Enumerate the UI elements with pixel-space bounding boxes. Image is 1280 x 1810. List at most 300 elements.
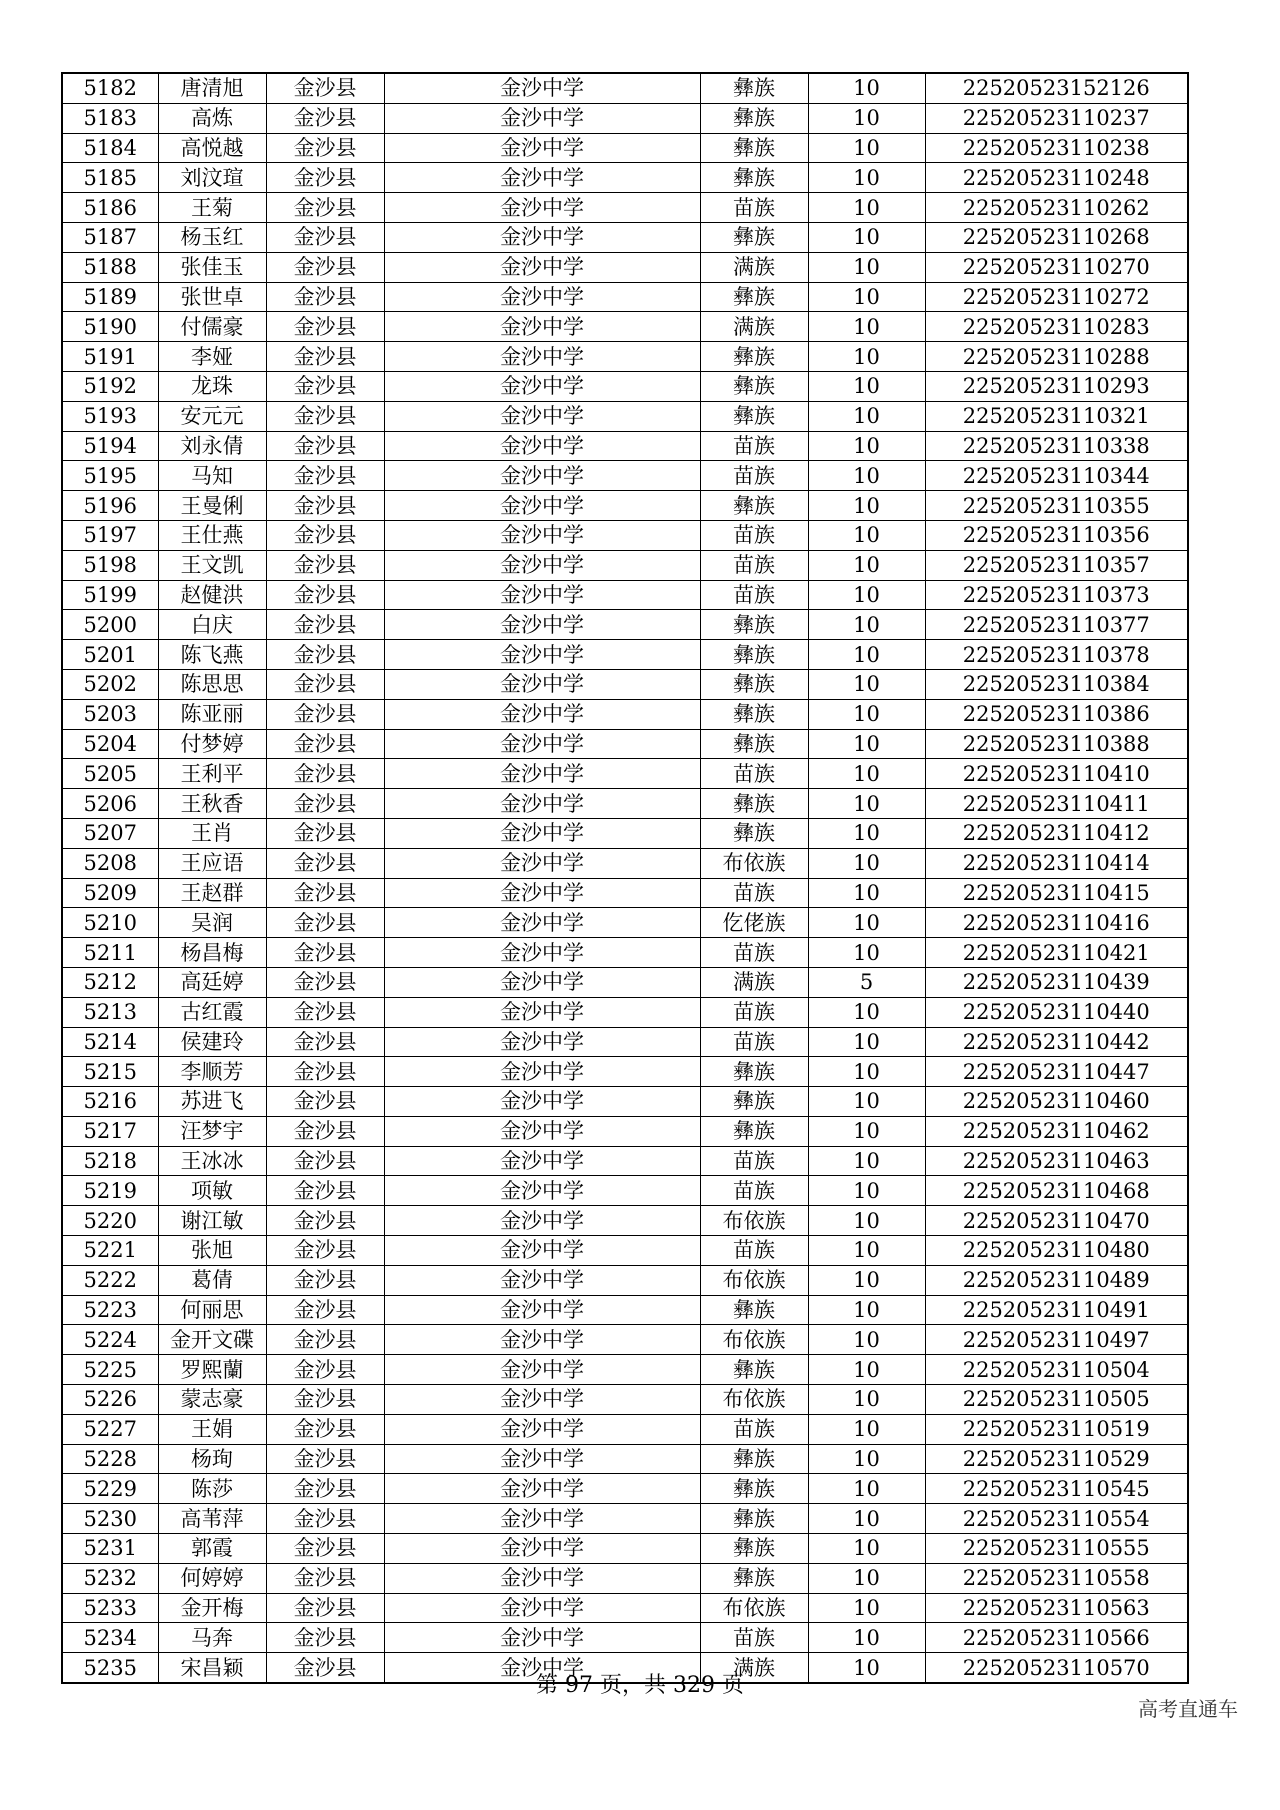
score-cell: 10 <box>808 520 925 550</box>
county-cell: 金沙县 <box>266 1414 384 1444</box>
exam-id-cell: 22520523110386 <box>925 699 1188 729</box>
name-cell: 赵健洪 <box>158 580 266 610</box>
school-cell: 金沙中学 <box>384 1116 700 1146</box>
name-cell: 金开文碟 <box>158 1325 266 1355</box>
seq-cell: 5195 <box>62 461 158 491</box>
exam-id-cell: 22520523110468 <box>925 1176 1188 1206</box>
school-cell: 金沙中学 <box>384 1593 700 1623</box>
seq-cell: 5223 <box>62 1295 158 1325</box>
ethnicity-cell: 彝族 <box>700 1534 808 1564</box>
county-cell: 金沙县 <box>266 878 384 908</box>
table-row <box>62 878 1188 908</box>
seq-cell: 5198 <box>62 550 158 580</box>
name-cell: 陈亚丽 <box>158 699 266 729</box>
ethnicity-cell: 彝族 <box>700 342 808 372</box>
school-cell: 金沙中学 <box>384 193 700 223</box>
school-cell: 金沙中学 <box>384 133 700 163</box>
table-row <box>62 818 1188 848</box>
exam-id-cell: 22520523110463 <box>925 1146 1188 1176</box>
table-row <box>62 580 1188 610</box>
county-cell: 金沙县 <box>266 491 384 521</box>
table-row <box>62 342 1188 372</box>
name-cell: 杨珣 <box>158 1444 266 1474</box>
score-cell: 10 <box>808 1146 925 1176</box>
county-cell: 金沙县 <box>266 282 384 312</box>
seq-cell: 5182 <box>62 73 158 103</box>
county-cell: 金沙县 <box>266 1355 384 1385</box>
score-cell: 10 <box>808 610 925 640</box>
ethnicity-cell: 布依族 <box>700 1325 808 1355</box>
ethnicity-cell: 彝族 <box>700 610 808 640</box>
school-cell: 金沙中学 <box>384 103 700 133</box>
name-cell: 苏进飞 <box>158 1087 266 1117</box>
table-row <box>62 610 1188 640</box>
seq-cell: 5213 <box>62 997 158 1027</box>
score-cell: 10 <box>808 312 925 342</box>
exam-id-cell: 22520523110555 <box>925 1534 1188 1564</box>
school-cell: 金沙中学 <box>384 1385 700 1415</box>
ethnicity-cell: 苗族 <box>700 431 808 461</box>
seq-cell: 5226 <box>62 1385 158 1415</box>
school-cell: 金沙中学 <box>384 491 700 521</box>
watermark: 高考直通车 <box>1138 1697 1238 1721</box>
score-cell: 10 <box>808 491 925 521</box>
name-cell: 高炼 <box>158 103 266 133</box>
seq-cell: 5196 <box>62 491 158 521</box>
school-cell: 金沙中学 <box>384 908 700 938</box>
name-cell: 侯建玲 <box>158 1027 266 1057</box>
score-cell: 10 <box>808 461 925 491</box>
school-cell: 金沙中学 <box>384 1325 700 1355</box>
county-cell: 金沙县 <box>266 252 384 282</box>
seq-cell: 5211 <box>62 938 158 968</box>
name-cell: 马奔 <box>158 1623 266 1653</box>
ethnicity-cell: 满族 <box>700 252 808 282</box>
score-cell: 10 <box>808 669 925 699</box>
table-row <box>62 1563 1188 1593</box>
exam-id-cell: 22520523110566 <box>925 1623 1188 1653</box>
exam-id-cell: 22520523110558 <box>925 1563 1188 1593</box>
exam-id-cell: 22520523110344 <box>925 461 1188 491</box>
score-cell: 10 <box>808 848 925 878</box>
seq-cell: 5207 <box>62 818 158 848</box>
score-cell: 10 <box>808 1236 925 1266</box>
county-cell: 金沙县 <box>266 163 384 193</box>
score-cell: 5 <box>808 967 925 997</box>
exam-id-cell: 22520523110570 <box>925 1653 1188 1683</box>
name-cell: 付梦婷 <box>158 729 266 759</box>
school-cell: 金沙中学 <box>384 1027 700 1057</box>
county-cell: 金沙县 <box>266 759 384 789</box>
school-cell: 金沙中学 <box>384 759 700 789</box>
table-row <box>62 222 1188 252</box>
county-cell: 金沙县 <box>266 1146 384 1176</box>
name-cell: 吴润 <box>158 908 266 938</box>
county-cell: 金沙县 <box>266 1563 384 1593</box>
exam-id-cell: 22520523110470 <box>925 1206 1188 1236</box>
exam-id-cell: 22520523110415 <box>925 878 1188 908</box>
ethnicity-cell: 苗族 <box>700 1623 808 1653</box>
exam-id-cell: 22520523110447 <box>925 1057 1188 1087</box>
county-cell: 金沙县 <box>266 133 384 163</box>
exam-id-cell: 22520523152126 <box>925 73 1188 103</box>
school-cell: 金沙中学 <box>384 1414 700 1444</box>
seq-cell: 5209 <box>62 878 158 908</box>
table-row <box>62 1325 1188 1355</box>
seq-cell: 5225 <box>62 1355 158 1385</box>
name-cell: 李娅 <box>158 342 266 372</box>
score-cell: 10 <box>808 193 925 223</box>
name-cell: 张佳玉 <box>158 252 266 282</box>
school-cell: 金沙中学 <box>384 818 700 848</box>
score-cell: 10 <box>808 282 925 312</box>
school-cell: 金沙中学 <box>384 1265 700 1295</box>
county-cell: 金沙县 <box>266 1653 384 1683</box>
ethnicity-cell: 彝族 <box>700 401 808 431</box>
name-cell: 王菊 <box>158 193 266 223</box>
county-cell: 金沙县 <box>266 640 384 670</box>
exam-id-cell: 22520523110355 <box>925 491 1188 521</box>
school-cell: 金沙中学 <box>384 1444 700 1474</box>
seq-cell: 5217 <box>62 1116 158 1146</box>
table-row <box>62 997 1188 1027</box>
school-cell: 金沙中学 <box>384 580 700 610</box>
table-row <box>62 1534 1188 1564</box>
table-row <box>62 1087 1188 1117</box>
score-cell: 10 <box>808 133 925 163</box>
county-cell: 金沙县 <box>266 103 384 133</box>
exam-id-cell: 22520523110270 <box>925 252 1188 282</box>
ethnicity-cell: 彝族 <box>700 1474 808 1504</box>
exam-id-cell: 22520523110357 <box>925 550 1188 580</box>
name-cell: 张世卓 <box>158 282 266 312</box>
ethnicity-cell: 布依族 <box>700 1206 808 1236</box>
name-cell: 陈思思 <box>158 669 266 699</box>
ethnicity-cell: 彝族 <box>700 1295 808 1325</box>
school-cell: 金沙中学 <box>384 1295 700 1325</box>
name-cell: 王秋香 <box>158 789 266 819</box>
name-cell: 何丽思 <box>158 1295 266 1325</box>
exam-id-cell: 22520523110489 <box>925 1265 1188 1295</box>
county-cell: 金沙县 <box>266 1057 384 1087</box>
seq-cell: 5184 <box>62 133 158 163</box>
name-cell: 高悦越 <box>158 133 266 163</box>
seq-cell: 5197 <box>62 520 158 550</box>
score-cell: 10 <box>808 550 925 580</box>
seq-cell: 5215 <box>62 1057 158 1087</box>
county-cell: 金沙县 <box>266 1206 384 1236</box>
exam-id-cell: 22520523110373 <box>925 580 1188 610</box>
exam-id-cell: 22520523110356 <box>925 520 1188 550</box>
county-cell: 金沙县 <box>266 1474 384 1504</box>
seq-cell: 5200 <box>62 610 158 640</box>
name-cell: 王文凯 <box>158 550 266 580</box>
seq-cell: 5232 <box>62 1563 158 1593</box>
county-cell: 金沙县 <box>266 401 384 431</box>
county-cell: 金沙县 <box>266 550 384 580</box>
table-row <box>62 1265 1188 1295</box>
county-cell: 金沙县 <box>266 1176 384 1206</box>
exam-id-cell: 22520523110262 <box>925 193 1188 223</box>
seq-cell: 5191 <box>62 342 158 372</box>
school-cell: 金沙中学 <box>384 1087 700 1117</box>
ethnicity-cell: 满族 <box>700 967 808 997</box>
name-cell: 张旭 <box>158 1236 266 1266</box>
exam-id-cell: 22520523110388 <box>925 729 1188 759</box>
name-cell: 高苇萍 <box>158 1504 266 1534</box>
table-row <box>62 193 1188 223</box>
score-cell: 10 <box>808 431 925 461</box>
seq-cell: 5221 <box>62 1236 158 1266</box>
name-cell: 王应语 <box>158 848 266 878</box>
seq-cell: 5199 <box>62 580 158 610</box>
school-cell: 金沙中学 <box>384 1236 700 1266</box>
seq-cell: 5183 <box>62 103 158 133</box>
name-cell: 王赵群 <box>158 878 266 908</box>
table-row <box>62 133 1188 163</box>
school-cell: 金沙中学 <box>384 789 700 819</box>
name-cell: 王利平 <box>158 759 266 789</box>
school-cell: 金沙中学 <box>384 1057 700 1087</box>
ethnicity-cell: 苗族 <box>700 1176 808 1206</box>
student-table <box>61 72 1189 1684</box>
seq-cell: 5227 <box>62 1414 158 1444</box>
table-row <box>62 1027 1188 1057</box>
table-row <box>62 1116 1188 1146</box>
score-cell: 10 <box>808 1593 925 1623</box>
score-cell: 10 <box>808 222 925 252</box>
table-row <box>62 967 1188 997</box>
score-cell: 10 <box>808 401 925 431</box>
county-cell: 金沙县 <box>266 1236 384 1266</box>
score-cell: 10 <box>808 1116 925 1146</box>
exam-id-cell: 22520523110545 <box>925 1474 1188 1504</box>
table-row <box>62 1295 1188 1325</box>
table-row <box>62 1236 1188 1266</box>
school-cell: 金沙中学 <box>384 669 700 699</box>
seq-cell: 5220 <box>62 1206 158 1236</box>
ethnicity-cell: 布依族 <box>700 848 808 878</box>
exam-id-cell: 22520523110563 <box>925 1593 1188 1623</box>
name-cell: 郭霞 <box>158 1534 266 1564</box>
seq-cell: 5205 <box>62 759 158 789</box>
name-cell: 唐清旭 <box>158 73 266 103</box>
seq-cell: 5201 <box>62 640 158 670</box>
county-cell: 金沙县 <box>266 1534 384 1564</box>
name-cell: 付儒豪 <box>158 312 266 342</box>
seq-cell: 5231 <box>62 1534 158 1564</box>
score-cell: 10 <box>808 1653 925 1683</box>
ethnicity-cell: 苗族 <box>700 1236 808 1266</box>
school-cell: 金沙中学 <box>384 1146 700 1176</box>
county-cell: 金沙县 <box>266 1027 384 1057</box>
table-row <box>62 73 1188 103</box>
seq-cell: 5219 <box>62 1176 158 1206</box>
ethnicity-cell: 彝族 <box>700 1057 808 1087</box>
name-cell: 李顺芳 <box>158 1057 266 1087</box>
name-cell: 罗熙蘭 <box>158 1355 266 1385</box>
table-row <box>62 103 1188 133</box>
table-row <box>62 1206 1188 1236</box>
score-cell: 10 <box>808 1295 925 1325</box>
county-cell: 金沙县 <box>266 848 384 878</box>
exam-id-cell: 22520523110268 <box>925 222 1188 252</box>
exam-id-cell: 22520523110411 <box>925 789 1188 819</box>
table-row <box>62 669 1188 699</box>
county-cell: 金沙县 <box>266 1325 384 1355</box>
school-cell: 金沙中学 <box>384 73 700 103</box>
ethnicity-cell: 苗族 <box>700 580 808 610</box>
ethnicity-cell: 彝族 <box>700 699 808 729</box>
score-cell: 10 <box>808 878 925 908</box>
name-cell: 陈莎 <box>158 1474 266 1504</box>
ethnicity-cell: 满族 <box>700 312 808 342</box>
score-cell: 10 <box>808 1206 925 1236</box>
table-row <box>62 312 1188 342</box>
school-cell: 金沙中学 <box>384 1474 700 1504</box>
exam-id-cell: 22520523110460 <box>925 1087 1188 1117</box>
county-cell: 金沙县 <box>266 342 384 372</box>
ethnicity-cell: 满族 <box>700 1653 808 1683</box>
school-cell: 金沙中学 <box>384 431 700 461</box>
ethnicity-cell: 苗族 <box>700 1146 808 1176</box>
exam-id-cell: 22520523110519 <box>925 1414 1188 1444</box>
table-row <box>62 163 1188 193</box>
school-cell: 金沙中学 <box>384 997 700 1027</box>
ethnicity-cell: 苗族 <box>700 520 808 550</box>
county-cell: 金沙县 <box>266 461 384 491</box>
seq-cell: 5203 <box>62 699 158 729</box>
table-row <box>62 1623 1188 1653</box>
seq-cell: 5233 <box>62 1593 158 1623</box>
exam-id-cell: 22520523110283 <box>925 312 1188 342</box>
school-cell: 金沙中学 <box>384 163 700 193</box>
table-row <box>62 729 1188 759</box>
exam-id-cell: 22520523110440 <box>925 997 1188 1027</box>
ethnicity-cell: 苗族 <box>700 997 808 1027</box>
school-cell: 金沙中学 <box>384 729 700 759</box>
name-cell: 葛倩 <box>158 1265 266 1295</box>
county-cell: 金沙县 <box>266 371 384 401</box>
score-cell: 10 <box>808 1563 925 1593</box>
exam-id-cell: 22520523110462 <box>925 1116 1188 1146</box>
school-cell: 金沙中学 <box>384 1504 700 1534</box>
name-cell: 谢江敏 <box>158 1206 266 1236</box>
table-row <box>62 461 1188 491</box>
ethnicity-cell: 苗族 <box>700 461 808 491</box>
county-cell: 金沙县 <box>266 1265 384 1295</box>
seq-cell: 5234 <box>62 1623 158 1653</box>
school-cell: 金沙中学 <box>384 1653 700 1683</box>
school-cell: 金沙中学 <box>384 461 700 491</box>
table-row <box>62 1176 1188 1206</box>
county-cell: 金沙县 <box>266 669 384 699</box>
name-cell: 汪梦宇 <box>158 1116 266 1146</box>
score-cell: 10 <box>808 73 925 103</box>
county-cell: 金沙县 <box>266 1295 384 1325</box>
name-cell: 何婷婷 <box>158 1563 266 1593</box>
ethnicity-cell: 彝族 <box>700 73 808 103</box>
table-row <box>62 431 1188 461</box>
seq-cell: 5222 <box>62 1265 158 1295</box>
seq-cell: 5192 <box>62 371 158 401</box>
school-cell: 金沙中学 <box>384 312 700 342</box>
score-cell: 10 <box>808 1265 925 1295</box>
county-cell: 金沙县 <box>266 1385 384 1415</box>
school-cell: 金沙中学 <box>384 371 700 401</box>
seq-cell: 5204 <box>62 729 158 759</box>
score-cell: 10 <box>808 1057 925 1087</box>
county-cell: 金沙县 <box>266 312 384 342</box>
ethnicity-cell: 彝族 <box>700 729 808 759</box>
county-cell: 金沙县 <box>266 789 384 819</box>
student-table-body <box>62 73 1188 1683</box>
school-cell: 金沙中学 <box>384 282 700 312</box>
name-cell: 蒙志豪 <box>158 1385 266 1415</box>
table-row <box>62 401 1188 431</box>
exam-id-cell: 22520523110410 <box>925 759 1188 789</box>
table-row <box>62 1474 1188 1504</box>
page-footer: 第 97 页，共 329 页 <box>536 1673 744 1698</box>
table-row <box>62 938 1188 968</box>
ethnicity-cell: 苗族 <box>700 759 808 789</box>
name-cell: 陈飞燕 <box>158 640 266 670</box>
ethnicity-cell: 彝族 <box>700 1504 808 1534</box>
county-cell: 金沙县 <box>266 1087 384 1117</box>
exam-id-cell: 22520523110288 <box>925 342 1188 372</box>
county-cell: 金沙县 <box>266 938 384 968</box>
ethnicity-cell: 彝族 <box>700 1116 808 1146</box>
name-cell: 安元元 <box>158 401 266 431</box>
exam-id-cell: 22520523110384 <box>925 669 1188 699</box>
seq-cell: 5210 <box>62 908 158 938</box>
exam-id-cell: 22520523110497 <box>925 1325 1188 1355</box>
score-cell: 10 <box>808 938 925 968</box>
seq-cell: 5229 <box>62 1474 158 1504</box>
score-cell: 10 <box>808 103 925 133</box>
school-cell: 金沙中学 <box>384 1206 700 1236</box>
table-row <box>62 699 1188 729</box>
exam-id-cell: 22520523110293 <box>925 371 1188 401</box>
exam-id-cell: 22520523110338 <box>925 431 1188 461</box>
school-cell: 金沙中学 <box>384 640 700 670</box>
seq-cell: 5186 <box>62 193 158 223</box>
name-cell: 高廷婷 <box>158 967 266 997</box>
ethnicity-cell: 布依族 <box>700 1593 808 1623</box>
seq-cell: 5194 <box>62 431 158 461</box>
county-cell: 金沙县 <box>266 997 384 1027</box>
school-cell: 金沙中学 <box>384 938 700 968</box>
name-cell: 金开梅 <box>158 1593 266 1623</box>
school-cell: 金沙中学 <box>384 222 700 252</box>
exam-id-cell: 22520523110321 <box>925 401 1188 431</box>
seq-cell: 5230 <box>62 1504 158 1534</box>
score-cell: 10 <box>808 580 925 610</box>
score-cell: 10 <box>808 342 925 372</box>
table-row <box>62 1593 1188 1623</box>
table-row <box>62 1355 1188 1385</box>
exam-id-cell: 22520523110248 <box>925 163 1188 193</box>
exam-id-cell: 22520523110554 <box>925 1504 1188 1534</box>
score-cell: 10 <box>808 818 925 848</box>
ethnicity-cell: 彝族 <box>700 163 808 193</box>
score-cell: 10 <box>808 1474 925 1504</box>
exam-id-cell: 22520523110378 <box>925 640 1188 670</box>
table-row <box>62 789 1188 819</box>
seq-cell: 5189 <box>62 282 158 312</box>
name-cell: 马知 <box>158 461 266 491</box>
ethnicity-cell: 彝族 <box>700 222 808 252</box>
